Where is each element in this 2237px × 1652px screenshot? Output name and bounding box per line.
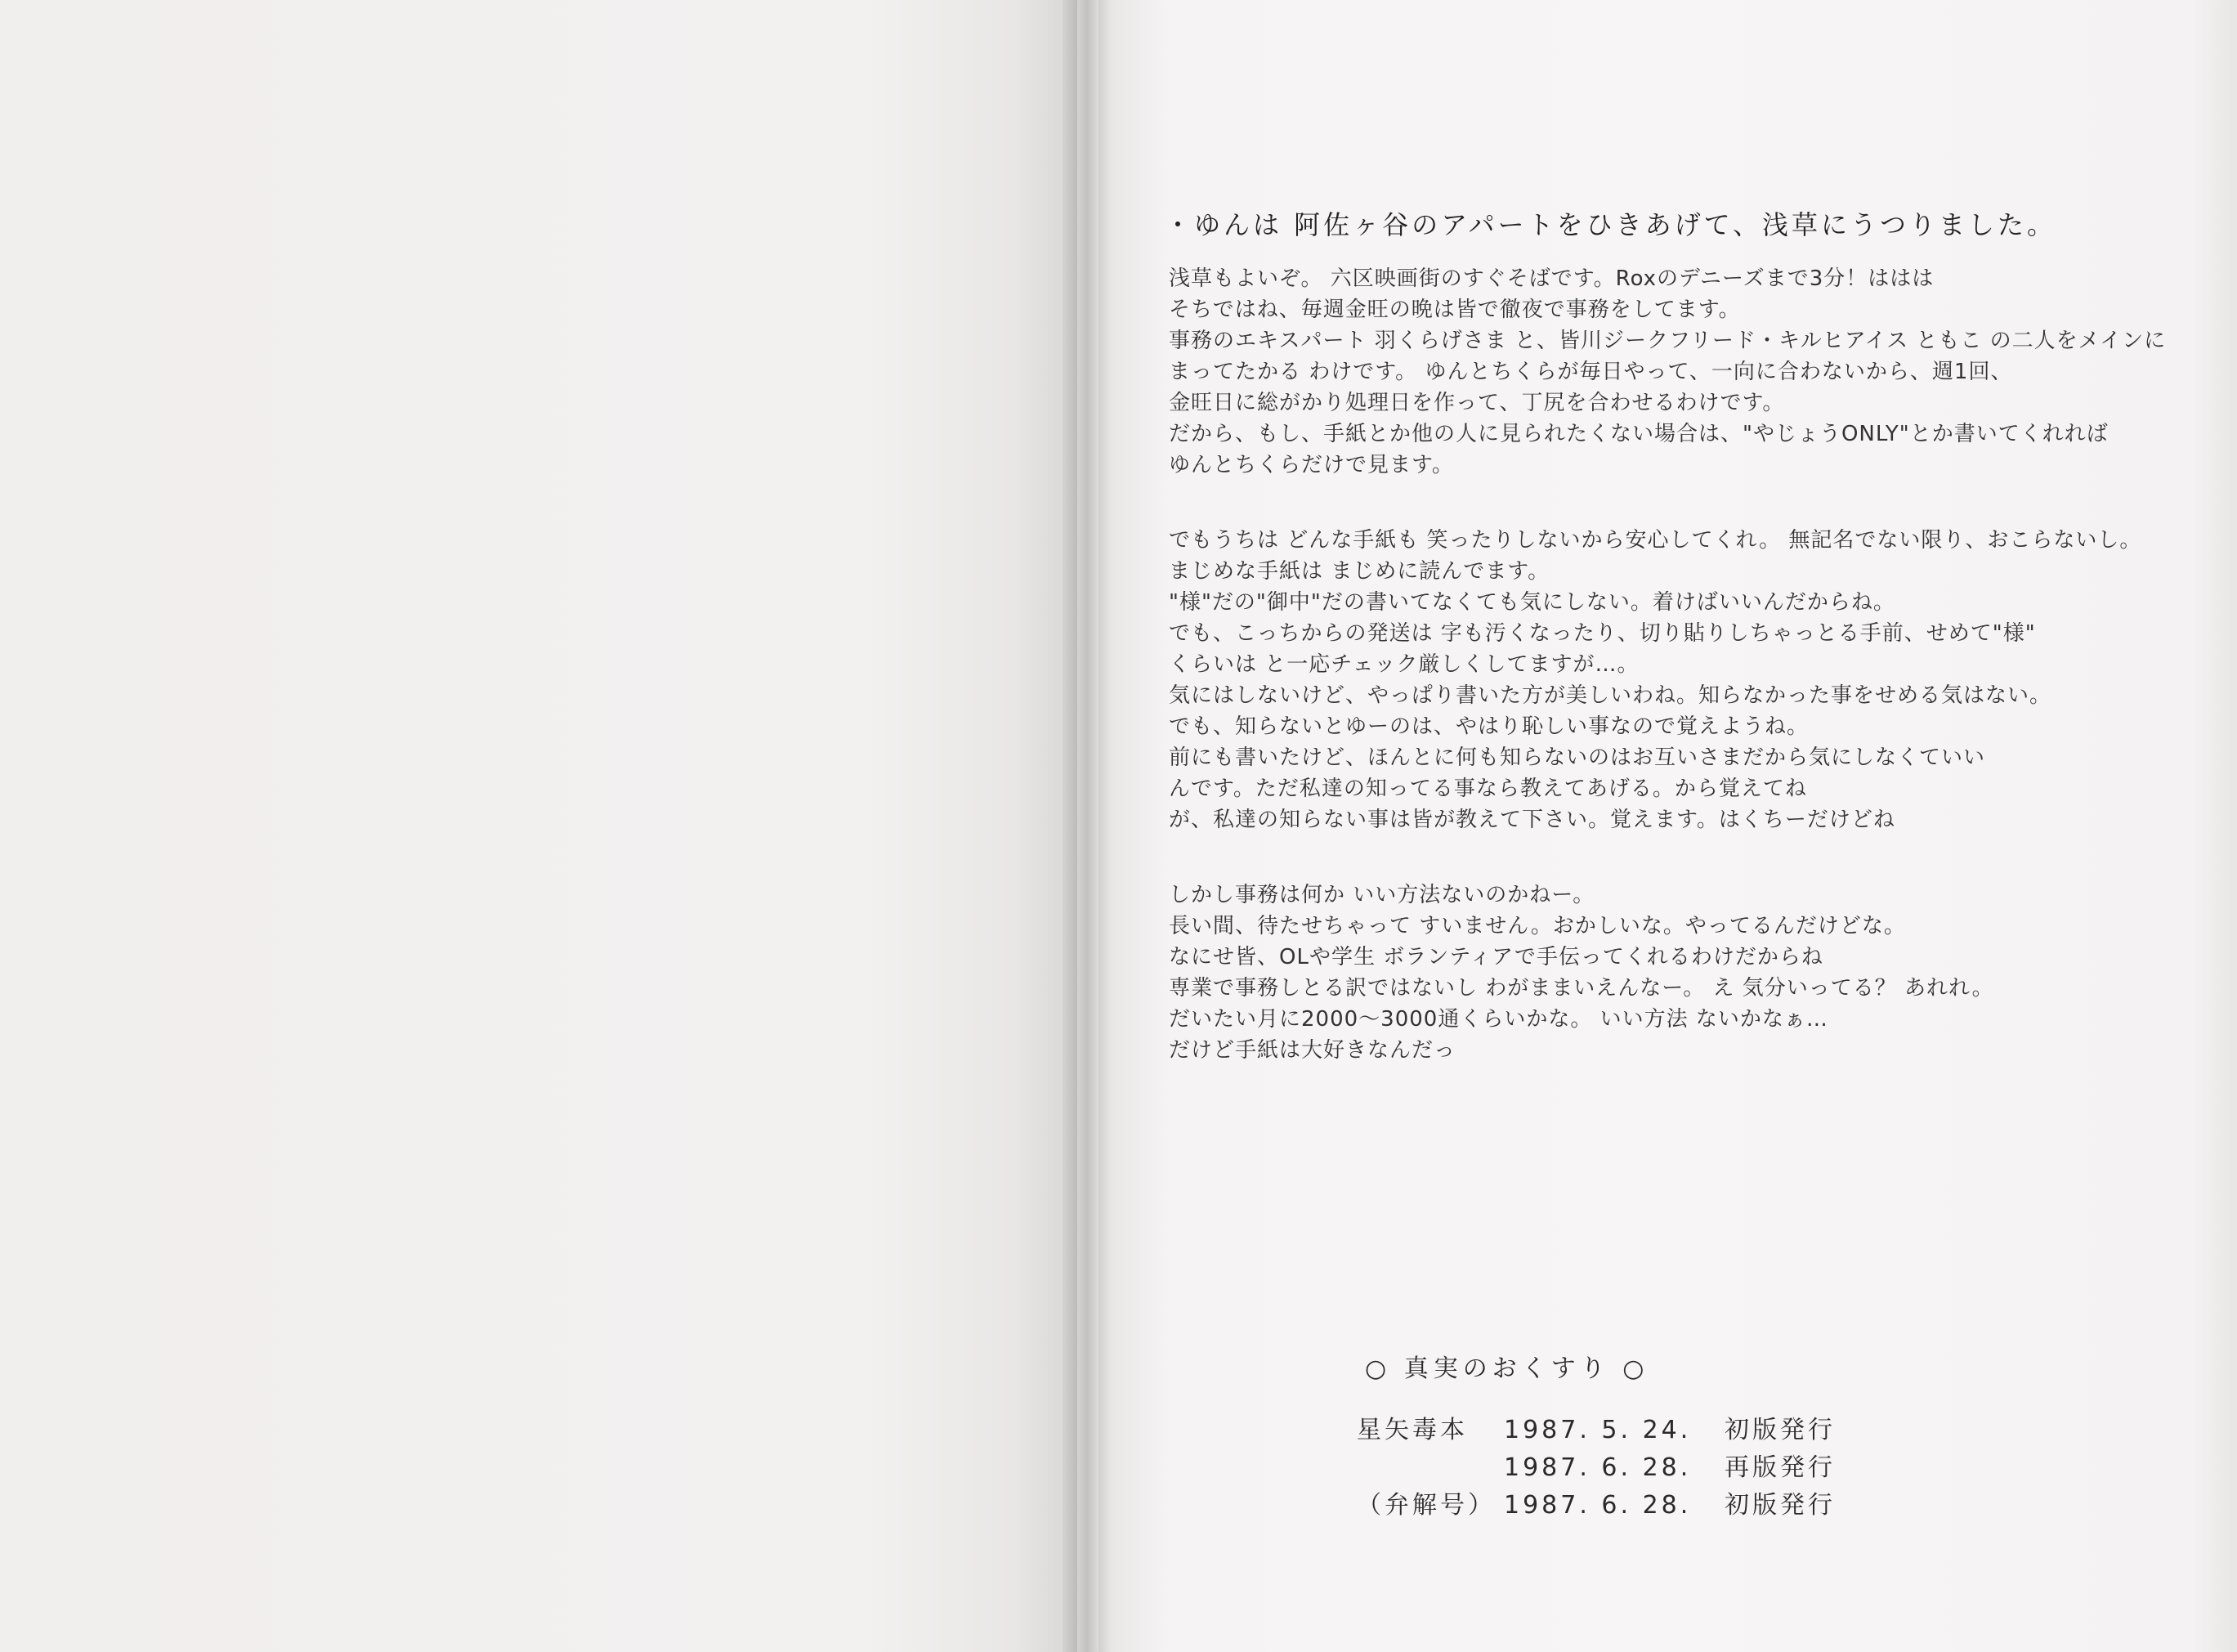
text-line: 浅草もよいぞ。 六区映画街のすぐそばです。Roxのデニーズまで3分！ははは <box>1169 266 1935 291</box>
text-line: だから、もし、手紙とか他の人に見られたくない場合は、"やじょうONLY"とか書いてくれれば <box>1169 422 2109 446</box>
colophon-name <box>1357 1449 1504 1487</box>
colophon-title: ○ 真実のおくすり ○ <box>1365 1354 1649 1383</box>
paragraph-1 <box>1169 263 2167 481</box>
text-line: "様"だの"御中"だの書いてなくても気にしない。着けばいいんだからね。 <box>1169 590 1895 615</box>
colophon-row <box>1357 1412 1978 1449</box>
colophon-row <box>1357 1449 1978 1487</box>
paragraph-2 <box>1169 525 2142 835</box>
text-line: くらいは と一応チェック厳しくしてますが…。 <box>1169 652 1640 677</box>
colophon-name: 星矢毒本 <box>1357 1416 1468 1444</box>
left-page-blank <box>0 0 1077 1652</box>
colophon-row <box>1357 1487 1978 1524</box>
paragraph-3 <box>1169 880 2125 1066</box>
colophon-spacer <box>1357 1394 1978 1412</box>
text-line: 専業で事務しとる訳ではないし わがままいえんなー。 え 気分いってる？ あれれ。 <box>1169 976 1994 1001</box>
text-line: しかし事務は何か いい方法ないのかねー。 <box>1169 883 1595 907</box>
paragraph-gap <box>1169 835 2125 880</box>
text-line: でも、知らないとゆーのは、やはり恥しい事なので覚えようね。 <box>1169 714 1810 739</box>
colophon-edition: 初版発行 <box>1725 1416 1836 1444</box>
text-line: が、私達の知らない事は皆が教えて下さい。覚えます。はくちーだけどね <box>1169 808 1895 832</box>
text-line: 長い間、待たせちゃって すいません。おかしいな。やってるんだけどな。 <box>1169 914 1906 938</box>
text-line: 金旺日に総がかり処理日を作って、丁尻を合わせるわけです。 <box>1169 391 1785 415</box>
text-line: 事務のエキスパート 羽くらげさま と、皆川ジークフリード・キルヒアイス ともこ の二人をメインに <box>1169 329 2167 353</box>
book-gutter <box>1063 0 1112 1652</box>
colophon-name: （弁解号） <box>1357 1491 1496 1520</box>
text-line: んです。ただ私達の知ってる事なら教えてあげる。から覚えてね <box>1169 777 1807 801</box>
text-line: 気にはしないけど、やっぱり書いた方が美しいわね。知らなかった事をせめる気はない。 <box>1169 683 2052 708</box>
colophon-date: 1987. 6. 28. <box>1504 1491 1692 1520</box>
text-line: ゆんとちくらだけで見ます。 <box>1169 453 1454 477</box>
colophon-date: 1987. 5. 24. <box>1504 1416 1692 1444</box>
page-heading: ・ゆんは 阿佐ヶ谷のアパートをひきあげて、浅草にうつりました。 <box>1165 209 2056 240</box>
text-line: そちではね、毎週金旺の晩は皆で徹夜で事務をしてます。 <box>1169 298 1741 322</box>
text-line: だけど手紙は大好きなんだっ <box>1169 1038 1456 1063</box>
text-line: まじめな手紙は まじめに読んでます。 <box>1169 559 1550 584</box>
colophon-edition: 再版発行 <box>1725 1453 1836 1482</box>
text-line: でもうちは どんな手紙も 笑ったりしないから安心してくれ。 無記名でない限り、おこらないし。 <box>1169 528 2142 553</box>
colophon-edition: 初版発行 <box>1725 1491 1836 1520</box>
text-line: まってたかる わけです。 ゆんとちくらが毎日やって、一向に合わないから、週1回、 <box>1169 360 2013 384</box>
letter-body <box>1169 263 2167 1066</box>
colophon <box>1357 1345 1978 1524</box>
colophon-date: 1987. 6. 28. <box>1504 1453 1692 1482</box>
text-line: 前にも書いたけど、ほんとに何も知らないのはお互いさまだから気にしなくていい <box>1169 745 1986 770</box>
text-line: なにせ皆、OLや学生 ボランティアで手伝ってくれるわけだからね <box>1169 945 1823 969</box>
paragraph-gap <box>1169 481 2125 525</box>
text-line: でも、こっちからの発送は 字も汚くなったり、切り貼りしちゃっとる手前、せめて"様" <box>1169 621 2036 646</box>
text-line: だいたい月に2000～3000通くらいかな。 いい方法 ないかなぁ… <box>1169 1007 1828 1032</box>
